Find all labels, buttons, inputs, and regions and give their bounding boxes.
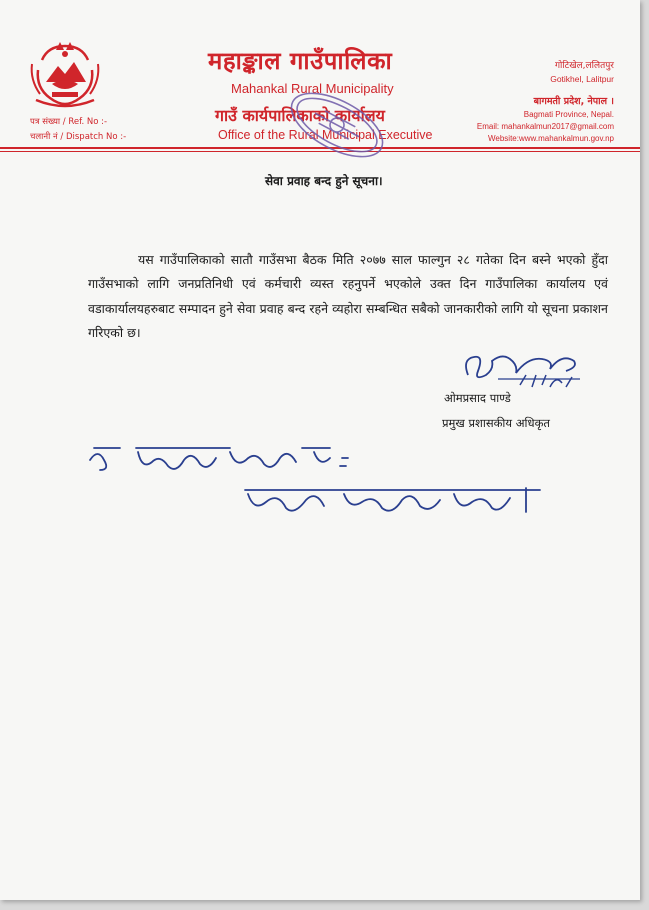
nepal-emblem-logo [28, 40, 102, 110]
office-title-nepali: गाउँ कार्यपालिकाको कार्यालय [215, 106, 385, 125]
municipality-title-nepali: महाङ्काल गाउँपालिका [208, 47, 393, 75]
address-english: Gotikhel, Lalitpur [550, 74, 614, 84]
dispatch-number-label: चलानी नं / Dispatch No :- [30, 132, 127, 142]
email-address: Email: mahankalmun2017@gmail.com [476, 122, 614, 131]
reference-number-label: पत्र संख्या / Ref. No :- [30, 117, 108, 127]
website-address: Website:www.mahankalmun.gov.np [488, 134, 614, 143]
signatory-name: ओमप्रसाद पाण्डे [444, 391, 511, 405]
handwritten-note [80, 440, 550, 530]
address-nepali: गोटिखेल,ललितपुर [554, 61, 614, 71]
province-nepali: बागमती प्रदेश, नेपाल । [533, 96, 614, 107]
office-title-english: Office of the Rural Municipal Executive [218, 128, 433, 142]
province-english: Bagmati Province, Nepal. [523, 110, 614, 119]
notice-body: यस गाउँपालिकाको सातौ गाउँसभा बैठक मिति २०७७ साल फाल्गुन २८ गतेका दिन बस्ने भएको हुँदा गाउँसभाको लागि जनप्रतिनिधी एवं कर्मचारी व्यस्त रहनुपर्ने भएकोले उक्त दिन गाउँपालिका कार्यालय एवं वडाकार्यालयहरुबाट सम्पादन हुने सेवा प्रवाह बन्द रहने व्यहोरा सम्बन्धित सबैको जानकारीको लागि यो सूचना प्रकाशन गरिएको छ। [88, 251, 608, 340]
office-stamp [272, 85, 402, 165]
notice-subject: सेवा प्रवाह बन्द हुने सूचना। [265, 174, 383, 188]
municipality-title-english: Mahankal Rural Municipality [231, 81, 394, 96]
signatory-title: प्रमुख प्रशासकीय अधिकृत [442, 416, 550, 430]
handwritten-signature [458, 345, 588, 395]
